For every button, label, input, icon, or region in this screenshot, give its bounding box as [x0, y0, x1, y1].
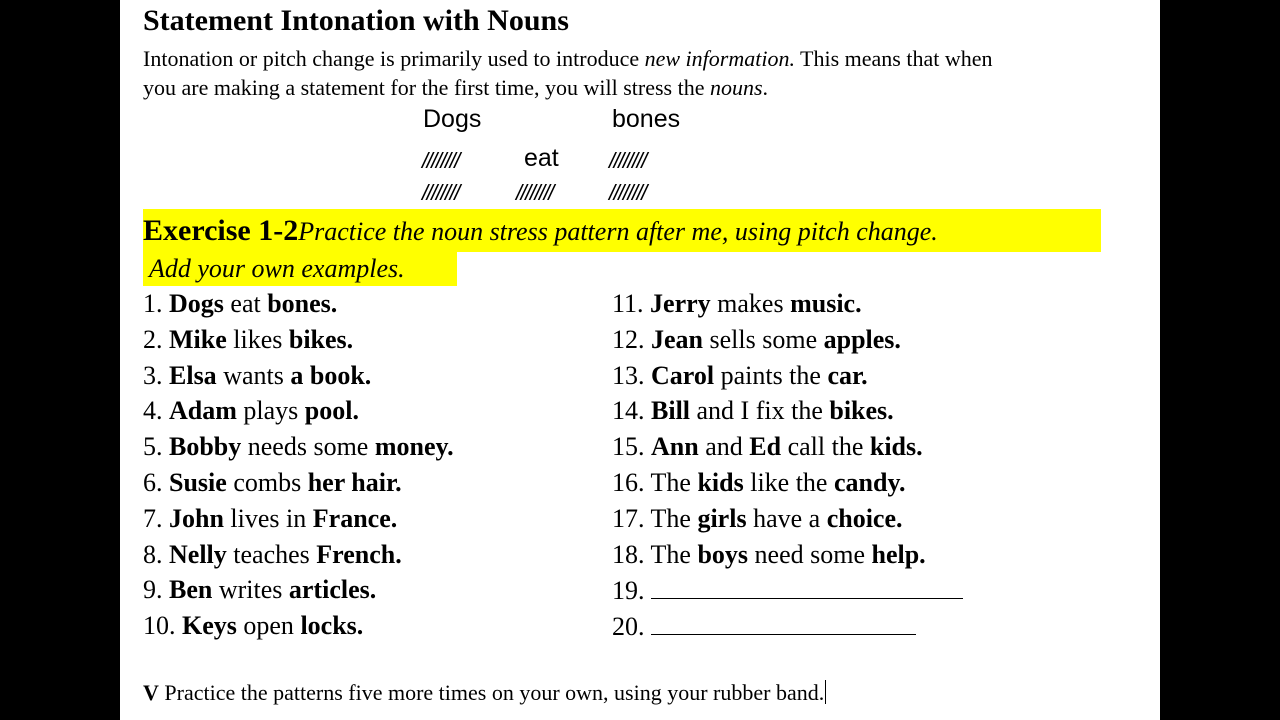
stressed-noun: Keys	[182, 611, 237, 641]
intro-text: you are making a statement for the first time, you will stress the	[143, 75, 710, 100]
stress-marks-dogs-high: ////////	[422, 148, 459, 173]
stressed-noun: choice.	[826, 503, 903, 533]
item-number: 19.	[612, 576, 651, 606]
stressed-noun: articles.	[288, 575, 377, 605]
item-number: 1.	[143, 289, 169, 318]
stressed-noun: kids	[697, 467, 744, 497]
intro-text: This means that when	[794, 46, 993, 71]
sentence-text: plays	[236, 396, 305, 426]
stressed-noun: pool.	[304, 396, 359, 426]
sentence-text: The	[650, 467, 698, 497]
stressed-noun: money.	[374, 432, 454, 462]
answer-blank-line[interactable]	[651, 572, 963, 599]
sentence-text: eat	[223, 289, 268, 318]
list-item	[143, 465, 454, 501]
list-item	[612, 572, 963, 608]
sentence-text: combs	[226, 467, 308, 497]
list-item	[143, 501, 454, 537]
item-number: 3.	[143, 360, 169, 390]
item-number: 18.	[612, 539, 651, 569]
diagram-word-eat: eat	[524, 144, 559, 172]
list-item	[143, 322, 454, 358]
intro-text: Intonation or pitch change is primarily used to introduce	[143, 46, 645, 71]
item-number: 4.	[143, 396, 169, 426]
stressed-noun: Ann	[651, 432, 699, 462]
intro-emphasis-new-information: new information.	[644, 46, 795, 71]
list-item	[612, 429, 963, 465]
stressed-noun: Dogs	[169, 289, 224, 318]
item-number: 10.	[143, 611, 182, 641]
list-item	[143, 429, 454, 465]
sentence-text: The	[650, 539, 698, 569]
sentence-text: writes	[212, 575, 289, 605]
item-number: 7.	[143, 503, 169, 533]
sentence-text: call the	[781, 432, 870, 462]
list-item	[143, 393, 454, 429]
list-item	[612, 608, 963, 644]
item-number: 9.	[143, 575, 169, 605]
sentence-text: sells some	[703, 324, 824, 354]
intro-line-2	[143, 73, 1153, 102]
stressed-noun: car.	[827, 360, 868, 390]
sentence-text: open	[236, 611, 301, 641]
stressed-noun: kids.	[869, 432, 923, 462]
stressed-noun: her hair.	[307, 467, 402, 497]
stressed-noun: bikes.	[829, 396, 894, 426]
item-number: 16.	[612, 467, 651, 497]
list-item	[612, 358, 963, 394]
text-cursor	[825, 680, 826, 704]
item-number: 8.	[143, 539, 169, 569]
list-item	[143, 537, 454, 573]
item-number: 14.	[612, 396, 651, 426]
list-item	[612, 537, 963, 573]
page-title: Statement Intonation with Nouns	[143, 4, 569, 37]
list-item	[612, 465, 963, 501]
stress-marks-bones-high: ////////	[609, 148, 646, 173]
exercise-heading	[143, 209, 1101, 252]
diagram-word-dogs: Dogs	[423, 105, 482, 133]
sentence-text: like the	[743, 467, 834, 497]
intro-paragraph	[143, 44, 1153, 102]
footer-check-mark: V	[143, 680, 159, 705]
sentence-text: wants	[216, 360, 291, 390]
item-number: 15.	[612, 432, 651, 462]
item-number: 2.	[143, 324, 169, 354]
item-number: 6.	[143, 467, 169, 497]
stress-marks-bones-low: ////////	[609, 180, 646, 205]
list-item	[612, 501, 963, 537]
stressed-noun: locks.	[300, 611, 364, 641]
stressed-noun: France.	[312, 503, 398, 533]
sentence-text: needs some	[241, 432, 375, 462]
list-item	[143, 608, 454, 644]
stressed-noun: Mike	[169, 324, 227, 354]
sentence-text: and I fix the	[690, 396, 830, 426]
stressed-noun: bikes.	[288, 324, 354, 354]
list-item	[612, 286, 963, 322]
stressed-noun: French.	[316, 539, 402, 569]
intro-line-1	[143, 44, 1153, 73]
sentence-text: and	[698, 432, 750, 462]
stressed-noun: Bobby	[169, 432, 242, 462]
stressed-noun: Jean	[651, 324, 703, 354]
footer-instruction	[143, 680, 826, 706]
stressed-noun: Carol	[651, 360, 715, 390]
item-number: 17.	[612, 503, 651, 533]
item-number: 20.	[612, 612, 651, 642]
intro-emphasis-nouns: nouns	[709, 75, 763, 100]
sentence-text: have a	[746, 503, 827, 533]
exercise-sub-text: Add your own examples.	[149, 254, 405, 283]
stressed-noun: girls	[697, 503, 747, 533]
item-number: 13.	[612, 360, 651, 390]
item-number: 12.	[612, 324, 651, 354]
item-number: 11.	[612, 289, 651, 318]
list-item	[143, 286, 454, 322]
sentence-list-left	[143, 286, 454, 644]
stressed-noun: bones.	[267, 289, 338, 318]
stressed-noun: Bill	[651, 396, 691, 426]
stressed-noun: Ed	[749, 432, 782, 462]
sentence-text: lives in	[223, 503, 313, 533]
item-number: 5.	[143, 432, 169, 462]
stress-marks-eat-low: ////////	[516, 180, 553, 205]
sentence-list-right	[612, 286, 963, 644]
sentence-text: makes	[710, 289, 791, 318]
sentence-text: The	[650, 503, 698, 533]
exercise-number: Exercise 1-2	[143, 214, 299, 247]
stressed-noun: a book.	[290, 360, 372, 390]
list-item	[143, 358, 454, 394]
stressed-noun: Adam	[169, 396, 237, 426]
footer-text: Practice the patterns five more times on your own, using your rubber band.	[158, 680, 825, 705]
exercise-subinstruction	[143, 252, 457, 286]
stress-marks-dogs-low: ////////	[422, 180, 459, 205]
stressed-noun: apples.	[823, 324, 901, 354]
stressed-noun: Ben	[169, 575, 213, 605]
stressed-noun: help.	[871, 539, 926, 569]
stressed-noun: Susie	[169, 467, 227, 497]
list-item	[143, 572, 454, 608]
document-page	[120, 0, 1160, 720]
stressed-noun: John	[169, 503, 224, 533]
sentence-text: paints the	[714, 360, 828, 390]
sentence-text: teaches	[226, 539, 317, 569]
stressed-noun: Elsa	[169, 360, 217, 390]
sentence-text: likes	[226, 324, 289, 354]
list-item	[612, 322, 963, 358]
stressed-noun: Jerry	[650, 289, 711, 318]
stressed-noun: candy.	[833, 467, 906, 497]
stressed-noun: Nelly	[169, 539, 227, 569]
exercise-instruction: Practice the noun stress pattern after me, using pitch change.	[298, 217, 938, 246]
list-item	[612, 393, 963, 429]
stressed-noun: music.	[790, 289, 862, 318]
sentence-text: need some	[748, 539, 872, 569]
intro-text: .	[762, 75, 769, 100]
diagram-word-bones: bones	[612, 105, 681, 133]
stressed-noun: boys	[697, 539, 749, 569]
answer-blank-line[interactable]	[651, 608, 916, 635]
